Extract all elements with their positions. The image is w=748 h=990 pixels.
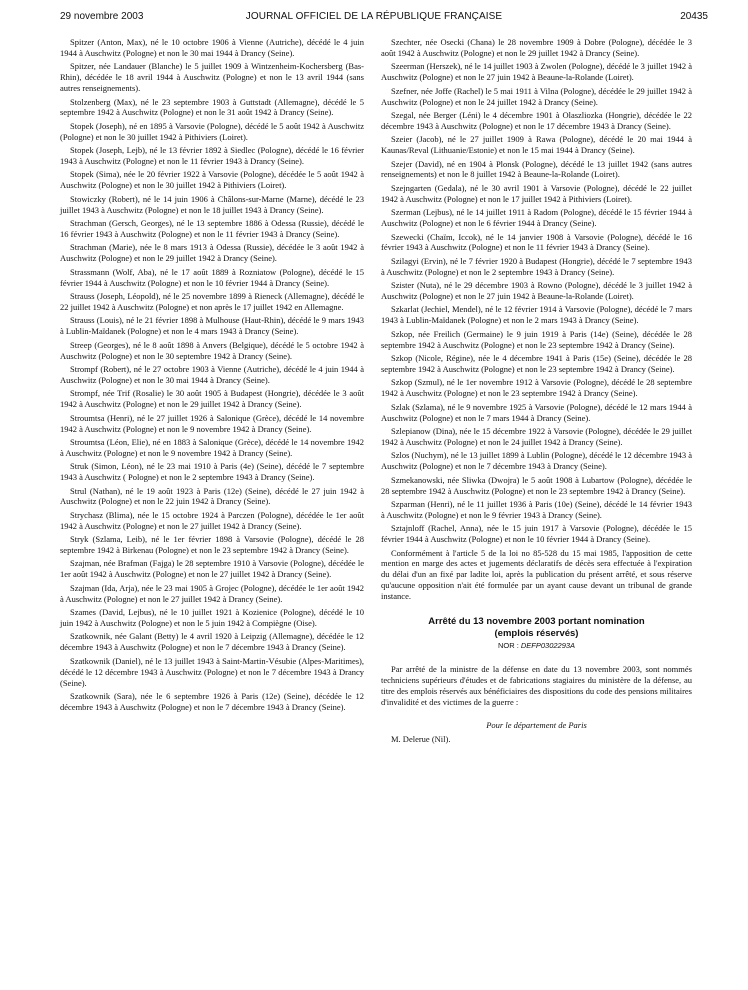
death-record-entry: Szejngarten (Gedala), né le 30 avril 1901 à Varsovie (Pologne), décédé le 22 juillet 1942 à Auschwitz (Pologne) et non le 17 juillet 1942 à Pithiviers (Loiret). (381, 182, 692, 204)
death-record-entry: Strachman (Gersch, Georges), né le 13 septembre 1886 à Odessa (Russie), décédé le 16 février 1943 à Auschwitz (Pologne) et non le 11 février 1943 à Drancy (Seine). (60, 218, 364, 239)
death-record-entry: Szerman (Lejbus), né le 14 juillet 1911 à Radom (Pologne), décédé le 15 février 1944 à Auschwitz (Pologne) et non le 6 février 1944 à Drancy (Seine). (381, 207, 692, 229)
death-record-entry: Szajman (Ida, Arja), née le 23 mai 1905 à Grojec (Pologne), décédée le 1er août 1942 à Auschwitz (Pologne) et non le 27 juillet 1942 à Drancy (Seine). (60, 582, 364, 604)
right-column (381, 37, 692, 744)
arrete-title-line1: Arrêté du 13 novembre 2003 portant nomination (428, 616, 645, 628)
appointee-name: M. Delerue (Nil). (391, 733, 451, 744)
death-record-entry: Szatkownik (Sara), née le 6 septembre 1926 à Paris (12e) (Seine), décédée le 12 décembre 1943 à Auschwitz (Pologne) et non le 7 décembre 1943 à Drancy (Seine). (60, 690, 364, 712)
death-record-entry: Szkarlat (Jechiel, Mendel), né le 12 février 1914 à Varsovie (Pologne), décédé le 7 mars 1943 à Lublin-Maïdanek (Pologne) et non le 2 mars 1943 à Drancy (Seine). (381, 304, 692, 326)
death-record-entry: Szatkownik (Daniel), né le 13 juillet 1943 à Saint-Martin-Vésubie (Alpes-Maritimes), décédé le 12 décembre 1943 à Auschwitz (Pologne) et non le 7 décembre 1943 à Drancy (Seine). (60, 655, 364, 688)
death-record-entry: Szmekanowski, née Sliwka (Dwojra) le 5 août 1908 à Lubartow (Pologne), décédée le 28 septembre 1942 à Auschwitz (Pologne) et non le 23 septembre 1942 à Drancy (Seine). (381, 474, 692, 496)
death-record-entry: Spitzer, née Landauer (Blanche) le 5 juillet 1909 à Wintzenheim-Kochersberg (Bas-Rhin), décédée le 18 avril 1944 à Auschwitz (Pologne) et non le 13 avril 1944 (sans autres renseignements). (60, 61, 364, 94)
death-record-entry: Szkop (Szmul), né le 1er novembre 1912 à Varsovie (Pologne), décédé le 28 septembre 1942 à Auschwitz (Pologne) et non le 23 septembre 1942 à Drancy (Seine). (381, 377, 692, 399)
death-record-entry: Stopek (Sima), née le 20 février 1922 à Varsovie (Pologne), décédée le 5 août 1942 à Auschwitz (Pologne) et non le 30 juillet 1942 à Pithiviers (Loiret). (60, 169, 364, 191)
death-record-entry: Spitzer (Anton, Max), né le 10 octobre 1906 à Vienne (Autriche), décédé le 4 juin 1944 à Auschwitz (Pologne) et non le 30 mai 1944 à Drancy (Seine). (60, 37, 364, 58)
death-record-entry: Szlepianow (Dina), née le 15 décembre 1922 à Varsovie (Pologne), décédée le 29 juillet 1942 à Auschwitz (Pologne) et non le 24 juillet 1942 à Drancy (Seine). (381, 426, 692, 447)
header-title: JOURNAL OFFICIEL DE LA RÉPUBLIQUE FRANÇAISE (245, 11, 503, 22)
arrete-title (381, 616, 692, 640)
death-record-entry: Strauss (Joseph, Léopold), né le 25 novembre 1899 à Rieneck (Allemagne), décédé le 22 juillet 1942 à Auschwitz (Pologne) et non après le 17 juillet 1942 en Allemagne. (60, 291, 364, 312)
header-date: 29 novembre 2003 (60, 11, 144, 22)
death-record-entry: Szkop (Nicole, Régine), née le 4 décembre 1941 à Paris (15e) (Seine), décédée le 28 septembre 1942 à Auschwitz (Pologne) et non le 23 septembre 1942 à Drancy (Seine). (381, 353, 692, 374)
death-record-entry: Stowiczky (Robert), né le 14 juin 1906 à Châlons-sur-Marne (Marne), décédé le 23 juillet 1943 à Auschwitz (Pologne) et non le 18 juillet 1943 à Drancy (Seine). (60, 193, 364, 215)
death-record-entry: Strauss (Louis), né le 21 février 1898 à Mulhouse (Haut-Rhin), décédé le 9 mars 1943 à Lublin-Maïdanek (Pologne) et non le 4 mars 1943 à Drancy (Seine). (60, 315, 364, 337)
death-record-entry: Strachman (Marie), née le 8 mars 1913 à Odessa (Russie), décédée le 3 août 1942 à Auschwitz (Pologne) et non le 29 juillet 1942 à Drancy (Seine). (60, 242, 364, 264)
death-record-entry: Szeerman (Herszek), né le 14 juillet 1903 à Zwolen (Pologne), décédé le 3 juillet 1942 à Auschwitz (Pologne) et non le 27 juin 1942 à Beaune-la-Rolande (Loiret). (381, 61, 692, 83)
death-record-entry: Szefner, née Joffe (Rachel) le 5 mai 1911 à Vilna (Pologne), décédée le 29 juillet 1942 à Auschwitz (Pologne) et non le 24 juillet 1942 à Drancy (Seine). (381, 85, 692, 107)
death-record-entry: Szister (Nuta), né le 29 décembre 1903 à Rowno (Pologne), décédé le 3 juillet 1942 à Auschwitz (Pologne) et non le 27 juin 1942 à Beaune-la-Rolande (Loiret). (381, 280, 692, 302)
death-record-entry: Strompf (Robert), né le 27 octobre 1903 à Vienne (Autriche), décédé le 4 juin 1944 à Auschwitz (Pologne) et non le 30 mai 1944 à Drancy (Seine). (60, 363, 364, 385)
death-record-entry: Stolzenberg (Max), né le 23 septembre 1903 à Guttstadt (Allemagne), décédé le 5 septembre 1942 à Auschwitz (Pologne) et non le 31 août 1942 à Drancy (Seine). (60, 96, 364, 118)
right-entries (381, 37, 692, 545)
death-record-entry: Szewecki (Chaïm, Iccok), né le 14 janvier 1908 à Varsovie (Pologne), décédé le 16 février 1943 à Auschwitz (Pologne) et non le 11 février 1943 à Drancy (Seine). (381, 231, 692, 253)
nor-label: NOR : (497, 641, 521, 651)
conformement-paragraph: Conformément à l'article 5 de la loi no 85-528 du 15 mai 1985, l'apposition de cette mention en marge des actes et jugements déclaratifs de décès sera effectuée à l'expiration du délai d'un an fixé par ladite loi, après la publication du présent arrêté, et sous réserve qu'aucune opposition n'ait été formulée par un ayant cause devant un tribunal de grande instance. (381, 547, 692, 602)
arrete-title-line2: (emplois réservés) (494, 628, 579, 640)
death-record-entry: Szlak (Szlama), né le 9 novembre 1925 à Varsovie (Pologne), décédé le 12 mars 1944 à Auschwitz (Pologne) et non le 7 mars 1944 à Drancy (Seine). (381, 401, 692, 423)
death-record-entry: Szegal, née Berger (Léni) le 4 décembre 1901 à Olaszliozka (Hongrie), décédée le 22 décembre 1943 à Auschwitz (Pologne) et non le 17 décembre 1943 à Drancy (Seine). (381, 109, 692, 131)
death-record-entry: Strychasz (Blima), née le 15 octobre 1924 à Parczen (Pologne), décédée le 1er août 1942 à Auschwitz (Pologne) et non le 27 juillet 1942 à Drancy (Seine). (60, 509, 364, 531)
death-record-entry: Szechter, née Osecki (Chana) le 28 novembre 1909 à Dobre (Pologne), décédée le 3 août 1942 à Auschwitz (Pologne) et non le 29 juillet 1942 à Drancy (Seine). (381, 37, 692, 58)
page-number: 20435 (680, 11, 708, 22)
death-record-entry: Szparman (Henri), né le 11 juillet 1936 à Paris (10e) (Seine), décédé le 14 février 1943 à Auschwitz (Pologne) et non le 9 février 1943 à Drancy (Seine). (381, 498, 692, 520)
death-record-entry: Szeier (Jacob), né le 27 juillet 1909 à Rawa (Pologne), décédé le 20 mai 1944 à Kaunas/Reval (Lithuanie/Estonie) et non le 15 mai 1944 à Drancy (Seine). (381, 134, 692, 156)
death-record-entry: Szkop, née Freilich (Germaine) le 9 juin 1919 à Paris (14e) (Seine), décédée le 28 septembre 1942 à Auschwitz (Pologne) et non le 23 septembre 1942 à Drancy (Seine). (381, 328, 692, 350)
death-record-entry: Szajman, née Brafman (Fajga) le 28 septembre 1910 à Varsovie (Pologne), décédée le 1er août 1942 à Auschwitz (Pologne) et non le 27 juillet 1942 à Drancy (Seine). (60, 558, 364, 580)
death-record-entry: Stopek (Joseph, Lejb), né le 13 février 1892 à Siedlec (Pologne), décédé le 16 février 1943 à Auschwitz (Pologne) et non le 11 février 1943 à Drancy (Seine). (60, 145, 364, 167)
death-record-entry: Szilagyi (Ervin), né le 7 février 1920 à Budapest (Hongrie), décédé le 7 septembre 1943 à Auschwitz (Pologne) et non le 2 septembre 1943 à Drancy (Seine). (381, 255, 692, 277)
death-record-entry: Stroumtsa (Henri), né le 27 juillet 1926 à Salonique (Grèce), décédé le 14 novembre 1942 à Auschwitz (Pologne) et non le 9 novembre 1942 à Drancy (Seine). (60, 412, 364, 434)
left-column (60, 37, 364, 715)
death-record-entry: Sztajnloff (Rachel, Anna), née le 15 juin 1917 à Varsovie (Pologne), décédée le 15 février 1944 à Auschwitz (Pologne) et non le 10 février 1944 à Drancy (Seine). (381, 523, 692, 545)
death-record-entry: Strul (Nathan), né le 19 août 1923 à Paris (12e) (Seine), décédé le 27 juin 1942 à Auschwitz (Pologne) et non le 22 juin 1942 à Drancy (Seine). (60, 485, 364, 507)
death-record-entry: Struk (Simon, Léon), né le 23 mai 1910 à Paris (4e) (Seine), décédé le 7 septembre 1943 à Auschwitz ( Pologne) et non le 2 septembre 1943 à Drancy (Seine). (60, 461, 364, 483)
nor-reference (381, 641, 692, 652)
department-heading: Pour le département de Paris (486, 719, 587, 730)
death-record-entry: Szatkownik, née Galant (Betty) le 4 avril 1920 à Leipzig (Allemagne), décédée le 12 décembre 1943 à Auschwitz (Pologne) et non le 7 décembre 1943 à Drancy (Seine). (60, 631, 364, 653)
death-record-entry: Szejer (David), né en 1904 à Plonsk (Pologne), décédé le 13 juillet 1942 (sans autres renseignements) et non le 8 juillet 1942 à Beaune-la-Rolande (Loiret). (381, 158, 692, 180)
death-record-entry: Szames (David, Lejbus), né le 10 juillet 1921 à Kozienice (Pologne), décédé le 10 juin 1942 à Auschwitz (Pologne) et non le 5 juin 1942 à Compiègne (Oise). (60, 607, 364, 628)
death-record-entry: Streep (Georges), né le 8 août 1898 à Anvers (Belgique), décédé le 5 octobre 1942 à Auschwitz (Pologne) et non le 30 septembre 1942 à Drancy (Seine). (60, 339, 364, 361)
nor-code: DEFP0302293A (520, 641, 576, 651)
death-record-entry: Szlos (Nuchym), né le 13 juillet 1899 à Lublin (Pologne), décédé le 12 décembre 1943 à Auschwitz (Pologne) et non le 7 décembre 1943 à Drancy (Seine). (381, 450, 692, 472)
death-record-entry: Stryk (Szlama, Leib), né le 1er février 1898 à Varsovie (Pologne), décédé le 28 septembre 1942 à Birkenau (Pologne) et non le 23 septembre 1942 à Drancy (Seine). (60, 534, 364, 556)
death-record-entry: Strompf, née Trif (Rosalie) le 30 août 1905 à Budapest (Hongrie), décédée le 3 août 1942 à Auschwitz (Pologne) et non le 29 juillet 1942 à Drancy (Seine). (60, 388, 364, 410)
arrete-body: Par arrêté de la ministre de la défense en date du 13 novembre 2003, sont nommés techniciens supérieurs d'études et de fabrications stagiaires du ministère de la défense, au titre des emplois réservés aux bénéficiaires des dispositions du code des pensions militaires d'invalidité et des victimes de la guerre : (381, 664, 692, 707)
death-record-entry: Strassmann (Wolf, Aba), né le 17 août 1889 à Rozniatow (Pologne), décédé le 15 février 1944 à Auschwitz (Pologne) et non le 10 février 1944 à Drancy (Seine). (60, 266, 364, 288)
death-record-entry: Stroumtsa (Léon, Elie), né en 1883 à Salonique (Grèce), décédé le 14 novembre 1942 à Auschwitz (Pologne) et non le 9 novembre 1942 à Drancy (Seine). (60, 436, 364, 458)
death-record-entry: Stopek (Joseph), né en 1895 à Varsovie (Pologne), décédé le 5 août 1942 à Auschwitz (Pologne) et non le 30 juillet 1942 à Pithiviers (Loiret). (60, 120, 364, 142)
